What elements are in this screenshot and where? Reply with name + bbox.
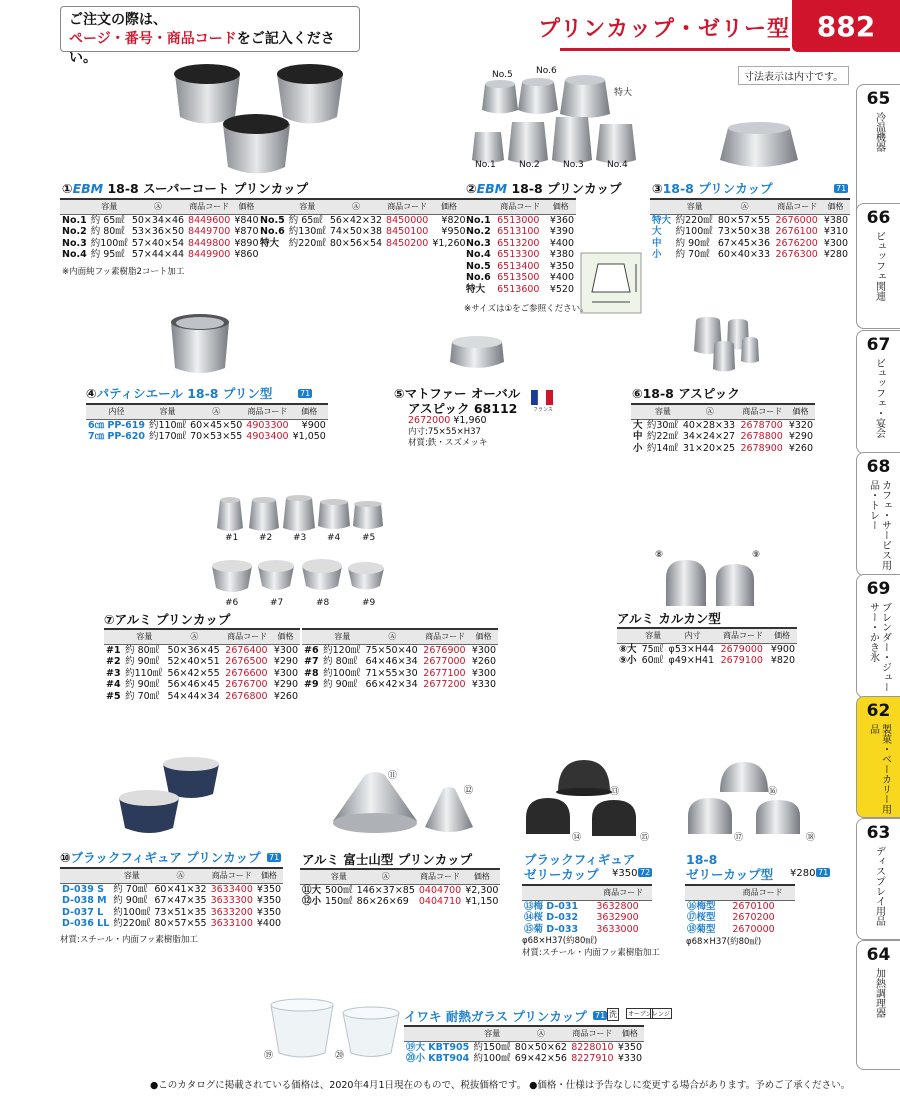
table-row: 大 約30㎖ 40×28×33 2678700 ¥320	[633, 419, 813, 431]
table-row: No.6 6513500 ¥400	[466, 272, 574, 283]
table-row: ⑲大 KBT905 約150㎖ 80×50×62 8228010 ¥350	[406, 1041, 642, 1053]
s13-table: 商品コード ⑬梅 D-031 3632800 ⑭桜 D-032 3632900 ⑮菊 D-033 3633000	[522, 884, 652, 935]
table-row: #4 約 90㎖ 56×46×45 2676700 ¥290	[106, 679, 298, 690]
s1-table-left: 容量 Ⓐ 商品コード 価格 No.1 約 65㎖ 50×34×46 8449600 ¥840 No.2 約 80㎖ 53×36×50 8449700 ¥870 No.3 約100㎖ 57×40×54 8449800 ¥890 No.4 約 95㎖ 57×44×44 8449900 ¥860	[60, 198, 261, 261]
label-no1: No.1	[475, 160, 496, 170]
s1-note: ※内面純フッ素樹脂2コート加工	[62, 267, 185, 277]
table-row: #7 約 80㎖ 64×46×34 2677000 ¥260	[304, 656, 496, 667]
table-row: No.5 約 65㎖ 56×42×32 8450000 ¥820	[260, 214, 466, 226]
s2-table: 商品コード 価格 No.1 6513000 ¥360 No.2 6513100 ¥390 No.3 6513200 ¥400 No.4 6513300 ¥380 No.5 6513400 ¥350 No.6 6513500 ¥400 特大 6513600 ¥520	[464, 198, 576, 295]
s13-title: ブラックフィギュア ゼリーカップ	[524, 852, 636, 882]
s10-table: 容量 Ⓐ 商品コード 価格 D-039 S 約 70㎖ 60×41×32 3633400 ¥350 D-038 M 約 90㎖ 67×47×35 3633300 ¥350 D-037 L 約100㎖ 73×51×35 3633200 ¥350 D-036 LL 約220㎖ 80×57×55 3633100 ¥400	[60, 867, 283, 930]
label-16: ⑯	[768, 787, 778, 797]
s10-title: ⑩ブラックフィギュア プリンカップ	[60, 850, 261, 865]
label-9: #9	[362, 598, 376, 608]
s7-title: ⑦アルミ プリンカップ	[104, 612, 231, 627]
s7-table-right: 容量 Ⓐ 商品コード 価格 #6 約120㎖ 75×50×40 2676900 ¥300 #7 約 80㎖ 64×46×34 2677000 ¥260 #8 約100㎖ 71×55×30 2677100 ¥300 #9 約 90㎖ 66×42×34 2677200 ¥330	[302, 628, 498, 691]
tab-69[interactable]: 69 ブレンダー・ジューサー・かき氷	[856, 574, 900, 698]
table-row: ⑱菊型 2670000	[687, 923, 775, 935]
table-row: D-037 L 約100㎖ 73×51×35 3633200 ¥350	[62, 906, 282, 918]
flag-label: フランス	[533, 407, 553, 413]
table-row: ⑭桜 D-032 3632900	[524, 912, 639, 923]
label-14: ⑭	[572, 833, 582, 843]
table-row: 大 約100㎖ 73×50×38 2676100 ¥310	[652, 226, 848, 237]
table-row: No.4 6513300 ¥380	[466, 249, 574, 260]
dimension-note: 寸法表示は内寸です。	[738, 66, 849, 85]
s16-price: ¥280	[790, 868, 816, 879]
label-6: #6	[225, 598, 239, 608]
table-row: No.6 約130㎖ 74×50×38 8450100 ¥950	[260, 226, 466, 237]
table-row: 特大 6513600 ¥520	[466, 283, 574, 295]
s6-table: 容量 Ⓐ 商品コード 価格 大 約30㎖ 40×28×33 2678700 ¥320 中 約22㎖ 34×24×27 2678800 ¥290 小 約14㎖ 31×20×25 2678900 ¥260	[631, 403, 815, 454]
tab-62[interactable]: 62 製菓・ベーカリー用品	[856, 696, 900, 818]
s3-title: ③18-8 プリンカップ	[652, 181, 773, 196]
oven-icon: オーブン	[626, 1008, 653, 1019]
table-row: #8 約100㎖ 71×55×30 2677100 ¥300	[304, 667, 496, 679]
table-row: #1 約 80㎖ 50×36×45 2676400 ¥300	[106, 644, 298, 656]
table-row: No.1 6513000 ¥360	[466, 214, 574, 226]
s13-jelly-image	[520, 756, 650, 846]
label-8-circ: ⑧	[655, 550, 664, 560]
label-12: ⑫	[464, 786, 474, 796]
table-row: #5 約 70㎖ 54×44×34 2676800 ¥260	[106, 690, 298, 702]
label-tokudai: 特大	[614, 88, 633, 98]
s10-black-cups-image	[115, 756, 225, 842]
s5-info: 2672000 ¥1,960 内寸:75×55×H37 材質:鉄・スズメッキ	[408, 415, 488, 448]
label-no4: No.4	[607, 160, 628, 170]
label-8: #8	[316, 598, 330, 608]
table-row: ⑬梅 D-031 3632800	[524, 900, 639, 912]
s5-title: ⑤マトファー オーバル アスピック 68112	[394, 386, 521, 416]
table-row: #9 約 90㎖ 66×42×34 2677200 ¥330	[304, 679, 496, 690]
table-row: ⑨小 60㎖ φ49×H41 2679100 ¥820	[619, 655, 795, 666]
label-13: ⑬	[610, 787, 620, 797]
table-row: No.5 6513400 ¥350	[466, 260, 574, 272]
s19-badge: 71	[595, 1011, 606, 1020]
s1-title: ①EBM 18-8 スーパーコート プリンカップ	[62, 181, 309, 196]
table-row: 6㎝ PP-619 約110㎖ 60×45×50 4903300 ¥900	[88, 419, 326, 431]
order-note: ご注文の際は、 ページ・番号・商品コードをご記入ください。	[60, 6, 360, 52]
table-row: 特大 約220㎖ 80×56×54 8450200 ¥1,260	[260, 237, 466, 249]
s16-badge: 71	[818, 868, 829, 877]
label-no3: No.3	[563, 160, 584, 170]
black-cup-image	[165, 62, 350, 182]
table-row: 7㎝ PP-620 約170㎖ 70×53×55 4903400 ¥1,050	[88, 431, 326, 442]
label-15: ⑮	[640, 833, 650, 843]
table-row: 小 約14㎖ 31×20×25 2678900 ¥260	[633, 442, 813, 454]
label-no2: No.2	[519, 160, 540, 170]
s8-table: 容量 内寸 商品コード 価格 ⑧大 75㎖ φ53×H44 2679000 ¥900 ⑨小 60㎖ φ49×H41 2679100 ¥820	[617, 627, 797, 667]
tab-65[interactable]: 65 冷温機器	[856, 84, 900, 329]
s13-price: ¥350	[612, 868, 638, 879]
s4-badge: 71	[300, 389, 311, 398]
tab-64[interactable]: 64 加熱調理器	[856, 940, 900, 1070]
s11-title: アルミ 富士山型 プリンカップ	[302, 852, 473, 867]
table-row: ⑯梅型 2670100	[687, 900, 775, 912]
table-row: No.2 6513100 ¥390	[466, 226, 574, 237]
table-row: No.1 約 65㎖ 50×34×46 8449600 ¥840	[62, 214, 259, 226]
label-18: ⑱	[806, 833, 816, 843]
label-3: #3	[293, 533, 307, 543]
label-7: #7	[270, 598, 284, 608]
s16-title: 18-8 ゼリーカップ型	[686, 852, 774, 882]
s5-oval-image	[446, 334, 508, 374]
tab-67[interactable]: 67 ビュッフェ・宴会	[856, 330, 900, 454]
label-5: #5	[362, 533, 376, 543]
s6-title: ⑥18-8 アスピック	[632, 386, 740, 401]
france-flag-icon	[531, 390, 553, 405]
dishwasher-icon: 洗	[609, 1010, 617, 1019]
s4-table: 内径 容量 Ⓐ 商品コード 価格 6㎝ PP-619 約110㎖ 60×45×50 4903300 ¥900 7㎝ PP-620 約170㎖ 70×53×55 4903400 ¥1,050	[86, 403, 328, 443]
table-row: ⑳小 KBT904 約100㎖ 69×42×56 8227910 ¥330	[406, 1053, 642, 1064]
s3-badge: 71	[836, 184, 847, 193]
table-row: No.2 約 80㎖ 53×36×50 8449700 ¥870	[62, 226, 259, 237]
table-row: #2 約 90㎖ 52×40×51 2676500 ¥290	[106, 656, 298, 667]
label-17: ⑰	[734, 833, 744, 843]
table-row: ⑪大 500㎖ 146×37×85 0404700 ¥2,300	[302, 884, 499, 896]
s10-note: 材質:スチール・内面フッ素樹脂加工	[60, 935, 198, 945]
s13-notes: φ68×H37(約80㎖) 材質:スチール・内面フッ素樹脂加工	[522, 936, 660, 958]
page-number: 882	[792, 0, 900, 52]
s16-jelly-image	[680, 756, 810, 846]
label-2: #2	[259, 533, 273, 543]
s19-title: イワキ 耐熱ガラス プリンカップ	[404, 1009, 587, 1024]
table-row: No.4 約 95㎖ 57×44×44 8449900 ¥860	[62, 249, 259, 260]
s10-badge: 71	[269, 853, 280, 862]
table-row: D-038 M 約 90㎖ 67×47×35 3633300 ¥350	[62, 895, 282, 906]
footer-note: ●このカタログに掲載されている価格は、2020年4月1日現在のもので、税抜価格です。 ●価格・仕様は予告なしに変更する場合があります。予めご了承ください。	[150, 1080, 851, 1091]
microwave-icon: レンジ	[650, 1008, 672, 1019]
page-title: プリンカップ・ゼリー型	[538, 17, 790, 42]
s2-note: ※サイズは①をご参照ください。	[464, 304, 589, 314]
tab-68[interactable]: 68 カフェ・サービス用品・トレー	[856, 452, 900, 576]
label-1: #1	[225, 533, 239, 543]
s2-title: ②EBM 18-8 プリンカップ	[466, 181, 622, 196]
table-row: ⑰桜型 2670200	[687, 912, 775, 923]
table-row: #6 約120㎖ 75×50×40 2676900 ¥300	[304, 644, 496, 656]
s3-table: 容量 Ⓐ 商品コード 価格 特大 約220㎖ 80×57×55 2676000 ¥380 大 約100㎖ 73×50×38 2676100 ¥310 中 約 90㎖ 67×45×36 2676200 ¥300 小 約 70㎖ 60×40×33 2676300 ¥280	[650, 198, 850, 261]
s16-table: 商品コード ⑯梅型 2670100 ⑰桜型 2670200 ⑱菊型 2670000	[685, 884, 795, 935]
s7-cups-image	[210, 492, 390, 604]
s11-fuji-image	[325, 765, 485, 840]
s19-table: 容量 Ⓐ 商品コード 価格 ⑲大 KBT905 約150㎖ 80×50×62 8228010 ¥350 ⑳小 KBT904 約100㎖ 69×42×56 8227910 ¥330	[404, 1025, 644, 1065]
table-row: D-036 LL 約220㎖ 80×57×55 3633100 ¥400	[62, 918, 282, 929]
s16-note: φ68×H37(約80㎖)	[686, 937, 762, 947]
s8-title: アルミ カルカン型	[617, 611, 721, 626]
s3-cup-image	[716, 120, 802, 176]
table-row: 中 約22㎖ 34×24×27 2678800 ¥290	[633, 431, 813, 442]
s7-table-left: 容量 Ⓐ 商品コード 価格 #1 約 80㎖ 50×36×45 2676400 ¥300 #2 約 90㎖ 52×40×51 2676500 ¥290 #3 約110㎖ 56×42×55 2676600 ¥300 #4 約 90㎖ 56×46×45 2676700 ¥290 #5 約 70㎖ 54×44×34 2676800 ¥260	[104, 628, 300, 702]
table-row: 特大 約220㎖ 80×57×55 2676000 ¥380	[652, 214, 848, 226]
s11-table: 容量 Ⓐ 商品コード 価格 ⑪大 500㎖ 146×37×85 0404700 ¥2,300 ⑫小 150㎖ 86×26×69 0404710 ¥1,150	[300, 868, 500, 908]
label-4: #4	[327, 533, 341, 543]
table-row: ⑧大 75㎖ φ53×H44 2679000 ¥900	[619, 643, 795, 655]
title-underline	[560, 48, 790, 51]
tab-63[interactable]: 63 ディスプレイ用品	[856, 818, 900, 940]
table-row: D-039 S 約 70㎖ 60×41×32 3633400 ¥350	[62, 883, 282, 895]
table-row: No.3 約100㎖ 57×40×54 8449800 ¥890	[62, 237, 259, 249]
label-9-circ: ⑨	[752, 550, 761, 560]
table-row: 小 約 70㎖ 60×40×33 2676300 ¥280	[652, 249, 848, 260]
dimension-diagram	[580, 252, 642, 314]
tab-66[interactable]: 66 ビュッフェ関連	[856, 203, 900, 329]
s13-badge: 72	[640, 868, 651, 877]
s4-title: ④パティシエール 18-8 プリン型	[86, 386, 273, 401]
table-row: ⑮菊 D-033 3633000	[524, 923, 639, 935]
table-row: 中 約 90㎖ 67×45×36 2676200 ¥300	[652, 237, 848, 249]
table-row: #3 約110㎖ 56×42×55 2676600 ¥300	[106, 667, 298, 679]
label-no6: No.6	[536, 66, 557, 76]
label-20: ⑳	[335, 1051, 345, 1061]
table-row: ⑫小 150㎖ 86×26×69 0404710 ¥1,150	[302, 896, 499, 907]
s4-cup-image	[165, 312, 235, 378]
s6-aspic-image	[688, 315, 770, 377]
label-11: ⑪	[388, 771, 398, 781]
s1-table-right: 容量 Ⓐ 商品コード 価格 No.5 約 65㎖ 56×42×32 8450000 ¥820 No.6 約130㎖ 74×50×38 8450100 ¥950 特大 約220㎖ 80×56×54 8450200 ¥1,260	[258, 198, 468, 249]
table-row: No.3 6513200 ¥400	[466, 237, 574, 249]
label-19: ⑲	[264, 1051, 274, 1061]
s8-karukan-image	[660, 556, 770, 612]
label-no5: No.5	[492, 70, 513, 80]
